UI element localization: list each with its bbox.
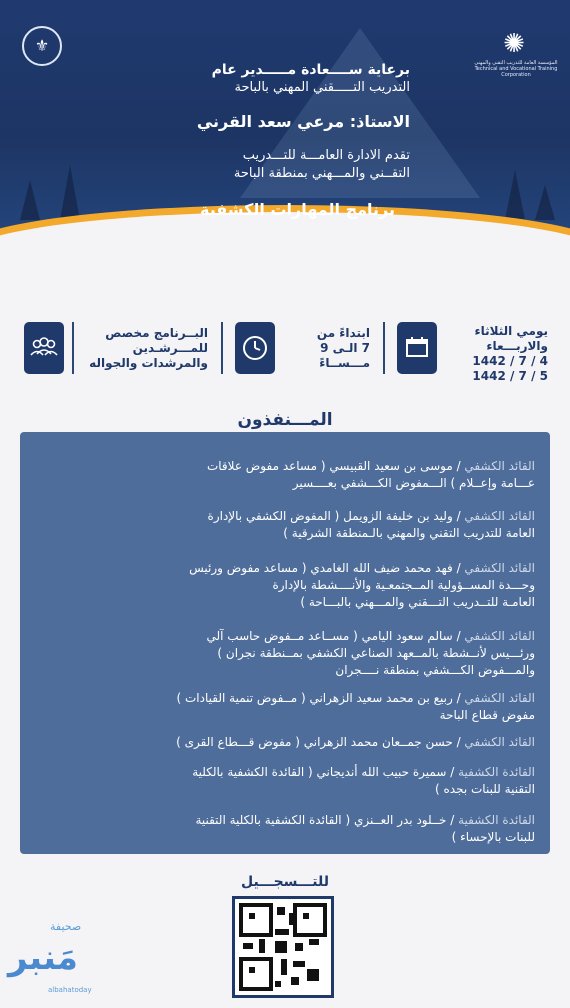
presents-line-2: التقــني والمـــهني بمنطقة الباحة [233,166,410,181]
organizer-entry: القائدة الكشفية / سميرة حبيب الله أنديجاني ( القائدة الكشفية بالكلية التقنية للبنات بجده ) [35,764,535,798]
organizer-role: القائد الكشفي [464,561,535,575]
presents-line-1: تقدم الادارة العامـــة للتـــدريب [242,148,410,163]
organizer-entry: القائد الكشفي / حسن جمــعان محمد الزهراني ( مفوض قـــطاع القرى ) [176,735,535,749]
qr-module [281,959,287,975]
organizer-line: التقنية للبنات بجده ) [435,782,535,796]
audience-line-2: للمـــرشـدين [132,341,208,355]
registration-qr-code[interactable] [232,896,334,998]
audience-line-3: والمرشدات والجواله [89,356,208,370]
organizer-line: للبنات بالإحساء ) [451,830,535,844]
tree-silhouette [535,185,555,220]
organizer-role: القائد الكشفي [464,629,535,643]
header-banner [0,0,570,250]
clock-icon [235,322,275,374]
time-text [317,326,370,371]
qr-module [293,961,305,967]
divider [383,322,385,374]
divider [72,322,74,374]
qr-module [259,939,265,953]
organizer-line: والمـــفوض الكـــشفي بمنطقة نــــجران [335,663,535,677]
time-line-3: مـــســاءً [319,356,370,370]
date-1: 1442 / 7 / 4 [472,354,548,368]
organizer-line: وليد بن خليفة الزويمل ( المفوض الكشفي بالإدارة [207,509,453,523]
tvtc-logo-text: المؤسسة العامة للتدريب التقني والمهني Technical and Vocational Training Corporation [474,60,558,78]
calendar-icon [397,322,437,374]
program-title: برنامج المهارات الكشفية [200,200,395,219]
organizer-line: ربيع بن محمد سعيد الزهراني ( مــفوض تنمية القيادات ) [176,691,453,705]
qr-module [243,943,253,949]
qr-finder [239,957,273,991]
organizer-line: سالم سعود اليامي ( مســاعد مــفوض حاسب آلي [206,629,453,643]
tvtc-logo-icon: ✺ [503,29,525,59]
organizer-role: القائد الكشفي [464,459,535,473]
qr-module [289,913,295,925]
organizer-line: وحـــدة المســؤولية المــجتمعـية والأنــــشطة بالإدارة [272,578,535,592]
watermark-logo [4,920,104,1005]
qr-module [275,929,289,935]
qr-module [291,977,299,985]
qr-module [275,941,287,953]
qr-module [277,907,285,915]
qr-module [275,981,281,987]
days-text [472,324,548,384]
organizer-role: القائدة الكشفية [458,765,535,779]
tree-silhouette [60,165,80,220]
audience-text [89,326,208,371]
time-line-1: ابتداءً من [316,326,370,340]
organizer-entry: القائد الكشفي / وليد بن خليفة الزويمل ( المفوض الكشفي بالإدارة العامة للتدريب التقني والمهني بالـمنطقة الشرقية ) [35,508,535,542]
organizer-line: موسى بن سعيد القبيسي ( مساعد مفوض علاقات [206,459,453,473]
qr-finder [293,903,327,937]
qr-module [295,943,303,951]
group-users-icon [24,322,64,374]
tree-silhouette [20,180,40,220]
watermark-small-text: صحيفة [50,920,82,933]
organizer-role: القائد الكشفي [464,735,535,749]
qr-finder [239,903,273,937]
days-line-2: والاربـــعاء [486,339,548,353]
qr-module [307,969,319,981]
organizer-entry: القائد الكشفي / فهد محمد ضيف الله الغامدي ( مساعد مفوض ورئيس وحـــدة المســؤولية المــجتمعـية والأنــــشطة بالإدارة العامـة للتــدريب التـــقني والمـــهني بالبـــاحة ) [35,560,535,611]
organizers-panel [20,432,550,854]
audience-line-1: البــرنامج مخصص [105,326,208,340]
organizer-line: خــلود بدر العــنزي ( القائدة الكشفية بالكلية التقنية [195,813,447,827]
organizer-line: مفوض قطاع الباحة [439,708,535,722]
watermark-big-text: مَنبر [8,938,78,978]
instructor-name: الاستاذ: مرعي سعد القرني [196,112,410,131]
watermark-tiny-text: albahatoday [48,986,92,994]
organizer-entry: القائدة الكشفية / خــلود بدر العــنزي ( القائدة الكشفية بالكلية التقنية للبنات بالإحساء ) [35,812,535,846]
organizer-line: ورئـــيس لأنــشطة بالمــعهد الصناعي الكشفي بمــنطقة نجران ) [217,646,535,660]
organizer-entry: القائد الكشفي / سالم سعود اليامي ( مســاعد مــفوض حاسب آلي ورئـــيس لأنــشطة بالمــعهد الصناعي الكشفي بمــنطقة نجران ) والمـــفوض الكـــشفي بمنطقة نــــجران [35,628,535,679]
sponsor-line-2: التدريب التـــــقني المهني بالباحة [234,80,410,95]
days-line-1: يومي الثلاثاء [474,324,548,338]
organizer-role: القائدة الكشفية [458,813,535,827]
time-line-2: 7 الـى 9 [320,341,370,355]
organizer-entry: القائد الكشفي / موسى بن سعيد القبيسي ( مساعد مفوض علاقات عـــامة وإعــلام ) الـــمفوض الكـــشفي بعــــسير [35,458,535,492]
organizer-role: القائد الكشفي [464,509,535,523]
organizer-line: سميرة حبيب الله أنديجاني ( القائدة الكشفية بالكلية [192,765,447,779]
qr-module [309,939,319,945]
organizer-line: العامـة للتــدريب التـــقني والمـــهني بالبـــاحة ) [300,595,535,609]
divider [221,322,223,374]
scout-emblem-icon: ⚜ [22,26,62,66]
organizer-line: العامة للتدريب التقني والمهني بالـمنطقة الشرقية ) [283,526,535,540]
organizer-entry: القائد الكشفي / ربيع بن محمد سعيد الزهراني ( مــفوض تنمية القيادات ) مفوض قطاع الباحة [35,690,535,724]
organizer-line: عـــامة وإعــلام ) الـــمفوض الكـــشفي بعــــسير [292,476,535,490]
sponsor-line-1: برعاية ســــعادة مـــــدير عام [211,62,410,78]
organizer-role: القائد الكشفي [464,691,535,705]
register-label: للتـــسجـــيل [241,874,329,890]
organizers-title: المـــنفذون [237,410,333,430]
date-2: 1442 / 7 / 5 [472,369,548,383]
organizer-line: حسن جمــعان محمد الزهراني ( مفوض قـــطاع القرى ) [176,735,453,749]
tree-silhouette [505,170,525,220]
organizer-line: فهد محمد ضيف الله الغامدي ( مساعد مفوض ورئيس [189,561,453,575]
